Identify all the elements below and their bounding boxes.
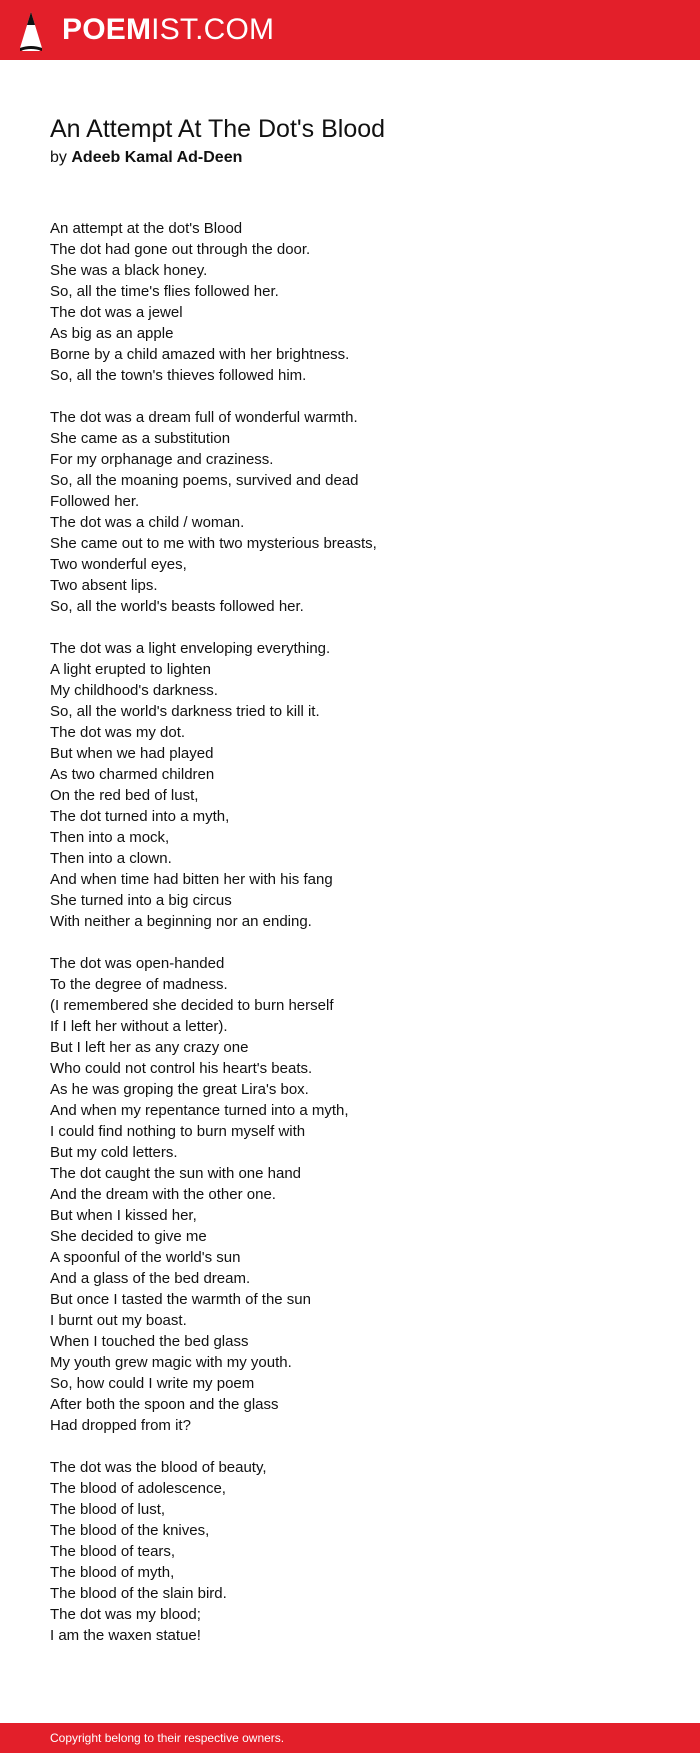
logo-bold-text: POEM (62, 13, 152, 46)
poem-line: The blood of adolescence, (50, 1480, 226, 1497)
copyright-text: Copyright belong to their respective owners. (50, 1731, 285, 1745)
poem-line: For my orphanage and craziness. (50, 451, 274, 468)
poem-content (50, 112, 650, 1667)
poem-line: The blood of myth, (50, 1564, 175, 1581)
poem-line: The blood of the knives, (50, 1522, 210, 1539)
poem-line: Then into a clown. (50, 850, 172, 867)
byline (50, 146, 650, 170)
poem-line: The dot was a dream full of wonderful warmth. (50, 409, 358, 426)
poem-line: My youth grew magic with my youth. (50, 1354, 292, 1371)
poem-line: My childhood's darkness. (50, 682, 218, 699)
poem-line: Two wonderful eyes, (50, 556, 187, 573)
poem-line: So, all the moaning poems, survived and dead (50, 472, 359, 489)
poem-line: Borne by a child amazed with her brightness. (50, 346, 350, 363)
poem-line: The dot had gone out through the door. (50, 241, 311, 258)
poem-line: She came as a substitution (50, 430, 231, 447)
poem-line: And when my repentance turned into a myth, (50, 1102, 349, 1119)
poem-line: So, how could I write my poem (50, 1375, 255, 1392)
poem-line: The blood of lust, (50, 1501, 166, 1518)
poem-body (50, 218, 650, 1646)
poem-line: (I remembered she decided to burn herself (50, 997, 334, 1014)
poem-line: The dot was a jewel (50, 304, 183, 321)
poem-line: Who could not control his heart's beats. (50, 1060, 313, 1077)
poem-line: And a glass of the bed dream. (50, 1270, 251, 1287)
poem-line: Had dropped from it? (50, 1417, 191, 1434)
poem-line: The blood of the slain bird. (50, 1585, 227, 1602)
poem-line: And the dream with the other one. (50, 1186, 276, 1203)
poem-line: With neither a beginning nor an ending. (50, 913, 312, 930)
poem-line: I burnt out my boast. (50, 1312, 187, 1329)
poem-line: The dot was my blood; (50, 1606, 201, 1623)
site-logo[interactable] (62, 12, 274, 48)
stanza (50, 953, 650, 1436)
poem-line: As two charmed children (50, 766, 215, 783)
poem-line: So, all the world's beasts followed her. (50, 598, 304, 615)
stanza (50, 1457, 650, 1646)
logo-light-text: IST.COM (151, 13, 275, 46)
poem-line: I am the waxen statue! (50, 1627, 201, 1644)
poem-line: The dot was open-handed (50, 955, 225, 972)
poem-line: After both the spoon and the glass (50, 1396, 279, 1413)
poem-title: An Attempt At The Dot's Blood (50, 115, 386, 143)
poem-line: So, all the world's darkness tried to kill it. (50, 703, 320, 720)
poem-line: But when we had played (50, 745, 214, 762)
poem-line: The dot turned into a myth, (50, 808, 230, 825)
poem-line: Two absent lips. (50, 577, 158, 594)
poem-line: But once I tasted the warmth of the sun (50, 1291, 311, 1308)
poem-line: A light erupted to lighten (50, 661, 211, 678)
pencil-logo-icon[interactable] (18, 10, 44, 52)
poem-line: But I left her as any crazy one (50, 1039, 249, 1056)
poem-line: On the red bed of lust, (50, 787, 199, 804)
poem-line: Followed her. (50, 493, 140, 510)
poem-line: She was a black honey. (50, 262, 208, 279)
poem-line: She turned into a big circus (50, 892, 232, 909)
poem-line: Then into a mock, (50, 829, 170, 846)
poem-line: To the degree of madness. (50, 976, 228, 993)
poem-line: But my cold letters. (50, 1144, 178, 1161)
poem-line: A spoonful of the world's sun (50, 1249, 241, 1266)
author-name: Adeeb Kamal Ad-Deen (71, 149, 243, 166)
poem-line: But when I kissed her, (50, 1207, 197, 1224)
poem-line: She came out to me with two mysterious breasts, (50, 535, 377, 552)
poem-line: As he was groping the great Lira's box. (50, 1081, 309, 1098)
poem-line: The dot was my dot. (50, 724, 186, 741)
poem-line: The dot was a light enveloping everything. (50, 640, 331, 657)
poem-line: As big as an apple (50, 325, 174, 342)
stanza (50, 407, 650, 617)
poem-line: If I left her without a letter). (50, 1018, 228, 1035)
poem-line: I could find nothing to burn myself with (50, 1123, 306, 1140)
poem-line: She decided to give me (50, 1228, 207, 1245)
poem-line: The dot was a child / woman. (50, 514, 245, 531)
site-footer (0, 1723, 700, 1753)
site-header (0, 0, 700, 60)
poem-line: The dot was the blood of beauty, (50, 1459, 267, 1476)
poem-line: An attempt at the dot's Blood (50, 220, 243, 237)
poem-line: The dot caught the sun with one hand (50, 1165, 302, 1182)
poem-line: So, all the time's flies followed her. (50, 283, 279, 300)
poem-line: So, all the town's thieves followed him. (50, 367, 307, 384)
poem-line: And when time had bitten her with his fang (50, 871, 333, 888)
stanza (50, 638, 650, 932)
by-label: by (50, 149, 67, 166)
poem-line: The blood of tears, (50, 1543, 176, 1560)
poem-line: When I touched the bed glass (50, 1333, 249, 1350)
stanza (50, 218, 650, 386)
